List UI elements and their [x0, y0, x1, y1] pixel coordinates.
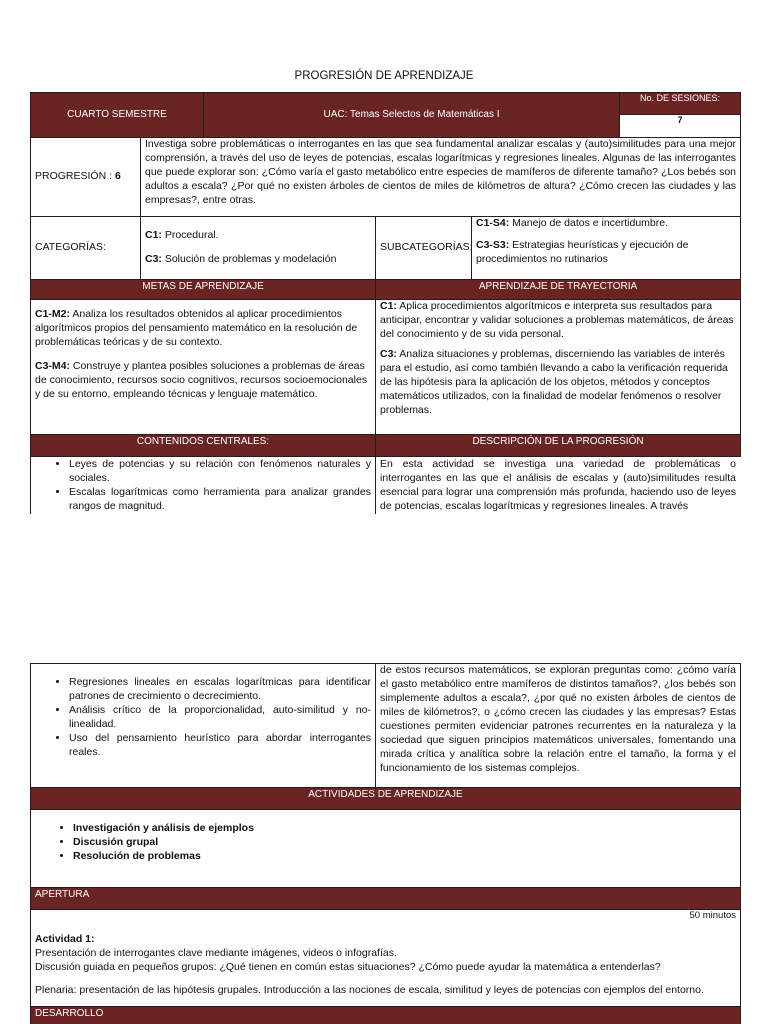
- trayectoria-c3-text: Analiza situaciones y problemas, discerniendo las variables de interés para el estudio, así como también llevando a cabo la verificación requerida de las hipótesis para la aplicación de los objetos, métodos y conceptos matemáticos utilizados, con la finalidad de modelar fenómenos o resolver problemas.: [380, 347, 728, 416]
- progression-number: 6: [114, 170, 121, 183]
- list-item: • Investigación y análisis de ejemplos: [73, 822, 736, 836]
- desarrollo-header-label: DESARROLLO: [35, 1008, 104, 1019]
- progression-text: Investiga sobre problemáticas o interrogantes en las que sea fundamental analizar escalas y (auto)similitudes para una mejor comprensión, a través del uso de leyes de potencias, escalas logarítmicas y regresiones lineales. Algunas de las interrogantes que puede explorar son: ¿Cómo varía el gasto metabólico entre especies de mamíferos de diferente tamaño? ¿Los bebés son adultos a escala? ¿Por qué no existen árboles de cientos de miles de kilómetros de altura? ¿Cómo crecen las ciudades y las empresas?, entre otras.: [145, 138, 737, 206]
- list-item: • Resolución de problemas: [73, 850, 736, 864]
- trayectoria-header-label: APRENDIZAJE DE TRAYECTORIA: [478, 281, 638, 292]
- trayectoria-c3-code: C3:: [380, 347, 397, 360]
- trayectoria-c1-text: Aplica procedimientos algorítmicos e interpreta sus resultados para anticipar, encontrar y validar soluciones a problemas matemáticos, de áreas del conocimiento y de su vida personal.: [380, 300, 734, 340]
- metas-cell: [31, 300, 376, 435]
- page1-continuation: [30, 456, 740, 514]
- trayectoria-header: [376, 280, 741, 300]
- subcategory-s1-text: Manejo de datos e incertidumbre.: [509, 217, 669, 229]
- descripcion-text-page1: En esta actividad se investiga una variedad de problemáticas o interrogantes en las que el análisis de escalas y (auto)similitudes resulta esencial para lograr una comprensión más profunda, haciendo uso de leyes de potencias, escalas logarítmicas y regresiones lineales. A través: [380, 458, 736, 512]
- subcategory-s2-code: C3-S3:: [476, 238, 510, 251]
- categories-label-cell: [31, 217, 141, 280]
- progression-label-cell: [31, 138, 141, 217]
- category-c1-text: Procedural.: [161, 229, 219, 242]
- contenidos-header: [31, 435, 376, 457]
- contenidos-list-page1: [31, 458, 371, 514]
- desarrollo-header: [31, 1007, 741, 1024]
- page-title: PROGRESIÓN DE APRENDIZAJE: [294, 70, 474, 82]
- progression-table: [30, 92, 741, 457]
- sessions-label: No. DE SESIONES:: [640, 93, 721, 103]
- contenidos-cell-page2: [31, 664, 376, 788]
- contenidos-header-label: CONTENIDOS CENTRALES:: [136, 436, 270, 447]
- trayectoria-c1-code: C1:: [380, 300, 397, 312]
- apertura-header-label: APERTURA: [35, 889, 90, 900]
- subcategories-label: SUBCATEGORÍAS:: [380, 241, 473, 254]
- contenidos-table-page1: [30, 456, 740, 514]
- sessions-label-cell: [620, 93, 741, 115]
- subcategory-s2: [476, 239, 736, 267]
- apertura-line-3: Plenaria: presentación de las hipótesis grupales. Introducción a las nociones de escala, similitud y leyes de potencias con ejemplos del entorno.: [35, 984, 704, 997]
- list-item: • Escalas logarítmicas como herramienta para analizar grandes rangos de magnitud.: [69, 486, 371, 514]
- meta-m2-text: Analiza los resultados obtenidos al aplicar procedimientos algorítmicos propios del pensamiento matemático en la resolución de problemáticas teóricas y de su contexto.: [35, 308, 358, 348]
- uac-label: UAC: Temas Selectos de Matemáticas I: [323, 109, 500, 121]
- list-item: • Regresiones lineales en escalas logarítmicas para identificar patrones de crecimiento o decrecimiento.: [69, 676, 371, 704]
- subcategory-s1: [476, 217, 736, 231]
- semester-label: CUARTO SEMESTRE: [67, 109, 167, 121]
- activities-table: [30, 663, 741, 1024]
- uac-cell: [204, 93, 620, 138]
- apertura-activity-title: Actividad 1:: [35, 932, 95, 945]
- subcategory-s2-text: Estrategias heurísticas y ejecución de procedimientos no rutinarios: [476, 238, 689, 265]
- descripcion-text-page2: de estos recursos matemáticos, se exploran preguntas como: ¿cómo varía el gasto metabólico entre mamíferos de distintos tamaños?, ¿los bebés son simplemente adultos a escala?, ¿por qué no existen árboles de cientos de miles de kilómetros?, o ¿cómo crecen las ciudades y las empresas? Estas cuestiones permiten evidenciar patrones recurrentes en la naturaleza y la sociedad que siguen principios matemáticos universales, fomentando una mirada crítica y analítica sobre la relación entre el tamaño, la forma y el funcionamiento de los sistemas complejos.: [380, 664, 736, 774]
- meta-m4: [35, 360, 371, 402]
- actividades-cell: [31, 810, 741, 888]
- apertura-line-1: Presentación de interrogantes clave mediante imágenes, videos o infografías.: [35, 946, 397, 959]
- descripcion-header-label: DESCRIPCIÓN DE LA PROGRESIÓN: [472, 436, 644, 447]
- apertura-header: [31, 888, 741, 910]
- descripcion-cell-page1: [376, 457, 741, 515]
- progression-label: PROGRESIÓN :: [35, 170, 115, 183]
- category-c3-text: Solución de problemas y modelación: [161, 253, 337, 265]
- list-item: • Uso del pensamiento heurístico para abordar interrogantes reales.: [69, 732, 371, 760]
- descripcion-cell-page2: [376, 664, 741, 788]
- trayectoria-cell: [376, 300, 741, 435]
- subcategories-label-cell: [376, 217, 472, 280]
- actividades-header-label: ACTIVIDADES DE APRENDIZAJE: [308, 789, 463, 800]
- meta-m4-text: Construye y plantea posibles soluciones a problemas de áreas de conocimiento, recursos socio cognitivos, recursos socioemocionales y de su entorno, empleando técnicas y lenguaje matemático.: [35, 359, 368, 400]
- trayectoria-c3: [380, 348, 736, 418]
- progression-text-cell: [141, 138, 741, 217]
- metas-header: [31, 280, 376, 300]
- descripcion-header: [376, 435, 741, 457]
- list-item: • Discusión grupal: [73, 836, 736, 850]
- trayectoria-c1: [380, 300, 736, 342]
- contenidos-cell-page1: [31, 457, 376, 515]
- categories-cell: [141, 217, 376, 280]
- actividades-list: [35, 822, 736, 864]
- contenidos-list-page2: [31, 676, 371, 760]
- categories-label: CATEGORÍAS:: [35, 241, 106, 254]
- category-c1: [145, 229, 371, 243]
- category-c3: [145, 253, 371, 267]
- sessions-value-cell: [620, 115, 741, 138]
- meta-m4-code: C3-M4:: [35, 359, 71, 372]
- apertura-duration: 50 minutos: [689, 910, 736, 921]
- list-item: • Leyes de potencias y su relación con fenómenos naturales y sociales.: [69, 458, 371, 486]
- meta-m2: [35, 308, 371, 350]
- semester-cell: [31, 93, 204, 138]
- list-item: • Análisis crítico de la proporcionalidad, auto-similitud y no-linealidad.: [69, 704, 371, 732]
- actividades-header: [31, 788, 741, 810]
- category-c3-code: C3:: [145, 253, 162, 265]
- sessions-value: 7: [677, 115, 683, 125]
- subcategories-cell: [472, 217, 741, 280]
- metas-header-label: METAS DE APRENDIZAJE: [142, 281, 264, 292]
- subcategory-s1-code: C1-S4:: [476, 217, 510, 229]
- apertura-cell: [31, 910, 741, 1007]
- meta-m2-code: C1-M2:: [35, 308, 71, 320]
- category-c1-code: C1:: [145, 229, 162, 242]
- apertura-line-2: Discusión guiada en pequeños grupos: ¿Qué tienen en común estas situaciones? ¿Cómo puede ayudar la matemática a entenderlas?: [35, 960, 661, 973]
